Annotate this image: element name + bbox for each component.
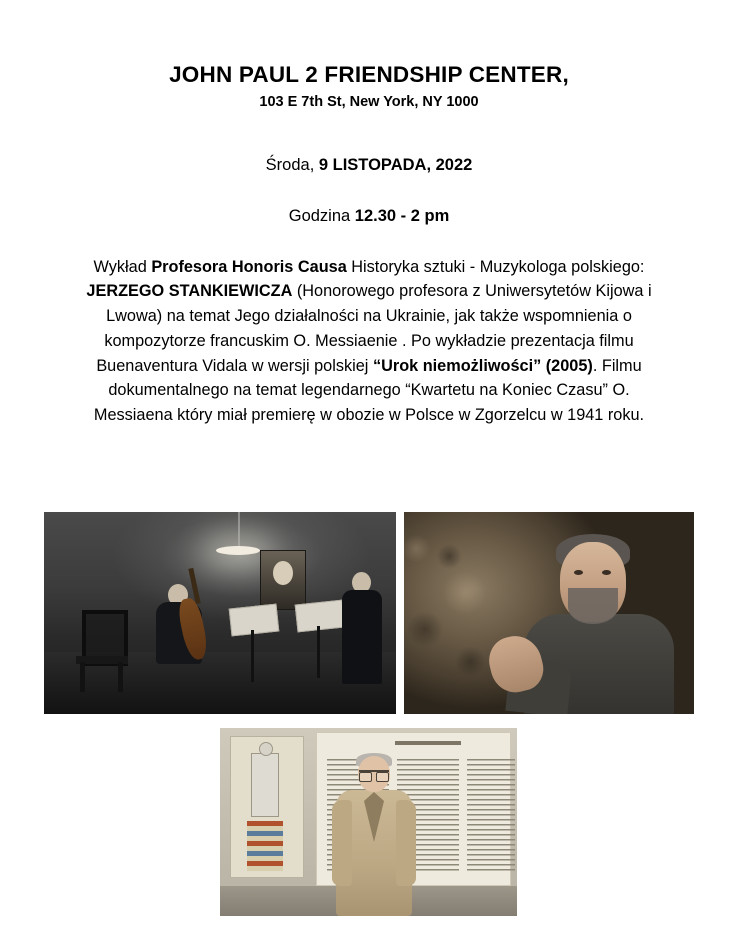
standing-musician-figure — [338, 572, 386, 684]
event-date-line — [0, 155, 738, 176]
cellist-figure — [152, 584, 212, 680]
portrait-face — [273, 561, 293, 585]
description-segment: JERZEGO STANKIEWICZA — [86, 282, 293, 301]
venue-address: 103 E 7th St, New York, NY 1000 — [259, 93, 479, 110]
event-description — [80, 255, 658, 428]
exhibit-color-strip — [247, 821, 283, 871]
wall-portrait — [260, 550, 306, 610]
poster-header — [0, 0, 738, 111]
stage-scene — [44, 512, 396, 714]
exhibit-panel-title — [395, 741, 461, 745]
music-stand-one — [230, 606, 276, 684]
visitor-arm-right — [396, 800, 416, 886]
music-stand-pole — [251, 630, 254, 682]
man-eye-right — [602, 570, 611, 575]
visitor-glasses — [359, 770, 389, 780]
description-segment: (Honorowego profesora z Uniwersytetów Kijowa i Lwowa) na temat Jego działalności na Ukrainie, jak także wspomnienia o kompozytorze francuskim O. Messiaenie . Po wykładzie prezentacja filmu Buenaventura Vidala w wersji polskiej — [96, 282, 652, 375]
stage-lamp — [216, 546, 260, 555]
lamp-cord — [238, 512, 240, 548]
chair-leg-right — [118, 662, 123, 692]
exhibit-panel-left — [230, 736, 304, 878]
description-segment: “Urok niemożliwości” (2005) — [372, 356, 593, 375]
event-time-line — [0, 206, 738, 227]
exhibit-figure-illustration — [251, 753, 279, 817]
description-segment: Wykład — [93, 257, 152, 276]
venue-title: JOHN PAUL 2 FRIENDSHIP CENTER, — [169, 62, 569, 87]
chair-leg-left — [80, 662, 85, 692]
musician-body — [342, 590, 382, 684]
description-segment: Profesora Honoris Causa — [151, 257, 347, 276]
exhibit-text-column — [467, 759, 515, 871]
photo-man-rock-wall — [404, 512, 694, 714]
photo-man-exhibition — [220, 728, 517, 916]
music-stand-plate — [229, 604, 280, 637]
man-eye-left — [574, 570, 583, 575]
photo-stage-performance — [44, 512, 396, 714]
music-stand-two — [296, 602, 342, 680]
description-segment: Historyka sztuki - Muzykologa polskiego: — [346, 257, 645, 276]
empty-chair — [76, 610, 128, 692]
event-time-value: 12.30 - 2 pm — [354, 206, 450, 225]
description-segment: . Filmu dokumentalnego na temat legendarnego “Kwartetu na Koniec Czasu” O. Messiaena który miał premierę w obozie w Polsce w Zgorzelcu w 1941 roku. — [93, 356, 645, 425]
man-beard — [568, 588, 618, 624]
event-date-value: 9 LISTOPADA, 2022 — [318, 156, 473, 175]
event-date-prefix: Środa, — [265, 156, 319, 175]
rock-wall-scene — [404, 512, 694, 714]
photo-row — [44, 512, 694, 714]
event-time-prefix: Godzina — [288, 206, 355, 225]
museum-scene — [220, 728, 517, 916]
visitor-figure — [332, 756, 416, 916]
music-stand-pole — [317, 626, 320, 678]
visitor-arm-left — [332, 800, 352, 886]
